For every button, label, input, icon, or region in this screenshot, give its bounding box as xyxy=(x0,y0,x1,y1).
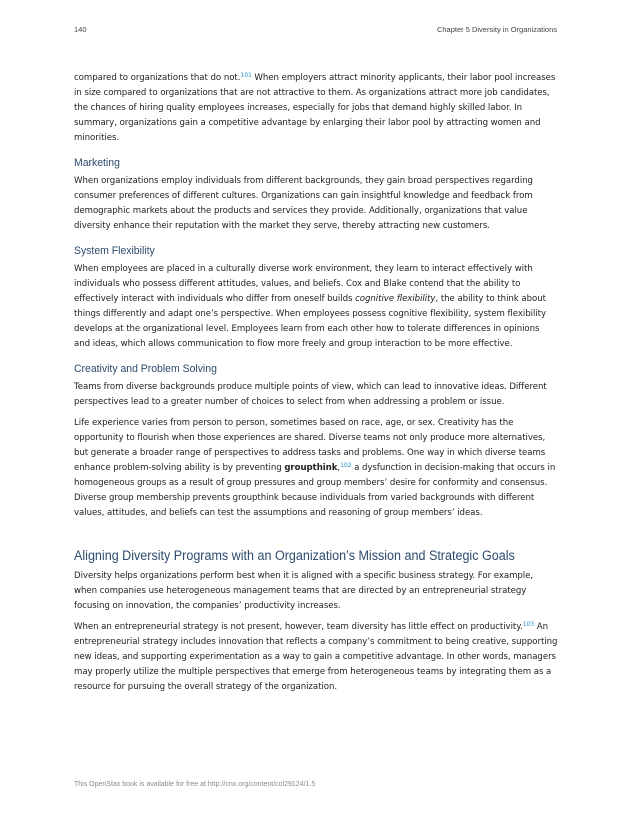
aligning-text-a: When an entrepreneurial strategy is not present, however, team diversity has little effect on productivity. xyxy=(74,622,523,632)
creativity-comma: , xyxy=(337,463,341,473)
intro-text-b: When employers attract minority applicants, their labor pool increases in size compared to organizations that are not attractive to them. As organizations attract more job candidates, the chances of hiring quality employees increases, especially for jobs that demand highly skilled labor. In summary, organizations gain a competitive advantage by enlarging their labor pool by attracting women and minorities. xyxy=(74,73,556,143)
footnote-ref-102[interactable]: 102 xyxy=(340,462,352,469)
page-header xyxy=(74,25,557,37)
section-heading-marketing: Marketing xyxy=(74,157,120,169)
aligning-paragraph-2 xyxy=(74,620,558,695)
cognitive-flexibility-term: cognitive flexibility xyxy=(355,294,436,304)
creativity-text-a: Life experience varies from person to person, sometimes based on race, age, or sex. Creativity has the opportunity to flourish when those experiences are shared. Diverse teams not only produce more alternatives, but generate a broader range of perspectives to address tasks and problems. One way in which diverse teams enhance problem-solving ability is by preventing xyxy=(74,418,546,473)
creativity-paragraph-2 xyxy=(74,416,558,521)
creativity-paragraph-1: Teams from diverse backgrounds produce multiple points of view, which can lead to innovative ideas. Different perspectives lead to a greater number of choices to select from when addressing a problem or issue. xyxy=(74,382,547,407)
footnote-ref-101[interactable]: 101 xyxy=(240,72,252,79)
section-heading-creativity: Creativity and Problem Solving xyxy=(74,363,217,375)
aligning-paragraph-1: Diversity helps organizations perform best when it is aligned with a specific business strategy. For example, when companies use heterogeneous management teams that are directed by an entrepreneurial strategy focusing on innovation, the companies’ productivity increases. xyxy=(74,571,534,611)
page-footer: This OpenStax book is available for free at http://cnx.org/content/col29124/1.5 xyxy=(74,781,316,788)
section-heading-aligning: Aligning Diversity Programs with an Organization’s Mission and Strategic Goals xyxy=(74,548,515,563)
system-flexibility-text-b: , the ability to think about things differently and adapt one’s perspective. When employees possess cognitive flexibility, system flexibility develops at the organizational level. Employees learn from each other how to tolerate differences in opinions and ideas, which allows communication to flow more freely and group interaction to be more effective. xyxy=(74,294,547,349)
page-body xyxy=(74,71,558,701)
chapter-title: Chapter 5 Diversity in Organizations xyxy=(436,25,557,34)
footnote-ref-103[interactable]: 103 xyxy=(522,621,535,628)
marketing-paragraph: When organizations employ individuals from different backgrounds, they gain broad perspectives regarding consumer preferences of different cultures. Organizations can gain insightful knowledge and feedback from demographic markets about the products and services they provide. Additionally, organizations that value diversity enhance their reputation with the market they serve, thereby attracting new customers. xyxy=(74,176,533,231)
aligning-text-b: An entrepreneurial strategy includes innovation that reflects a company’s commitment to being creative, supporting new ideas, and supporting experimentation as a way to gain a competitive advantage. In other words, managers may properly utilize the multiple perspectives that emerge from heterogeneous teams by integrating them as a resource for pursuing the overall strategy of the organization. xyxy=(74,622,558,692)
intro-text-a: compared to organizations that do not. xyxy=(74,73,241,83)
system-flexibility-text-a: When employees are placed in a culturally diverse work environment, they learn to interact effectively with individuals who possess different attitudes, values, and beliefs. Cox and Blake contend that the ability to effectively interact with individuals who differ from oneself builds xyxy=(74,264,533,304)
page-number: 140 xyxy=(74,25,87,34)
groupthink-term: groupthink xyxy=(284,463,338,473)
section-heading-system-flexibility: System Flexibility xyxy=(74,245,155,257)
creativity-text-b: a dysfunction in decision-making that occurs in homogeneous groups as a result of group pressures and group members’ desire for conformity and consensus. Diverse group membership prevents groupthink because individuals from varied backgrounds with different values, attitudes, and beliefs can test the assumptions and reasoning of group members’ ideas. xyxy=(74,463,556,518)
intro-paragraph xyxy=(74,71,558,146)
system-flexibility-paragraph xyxy=(74,262,558,352)
